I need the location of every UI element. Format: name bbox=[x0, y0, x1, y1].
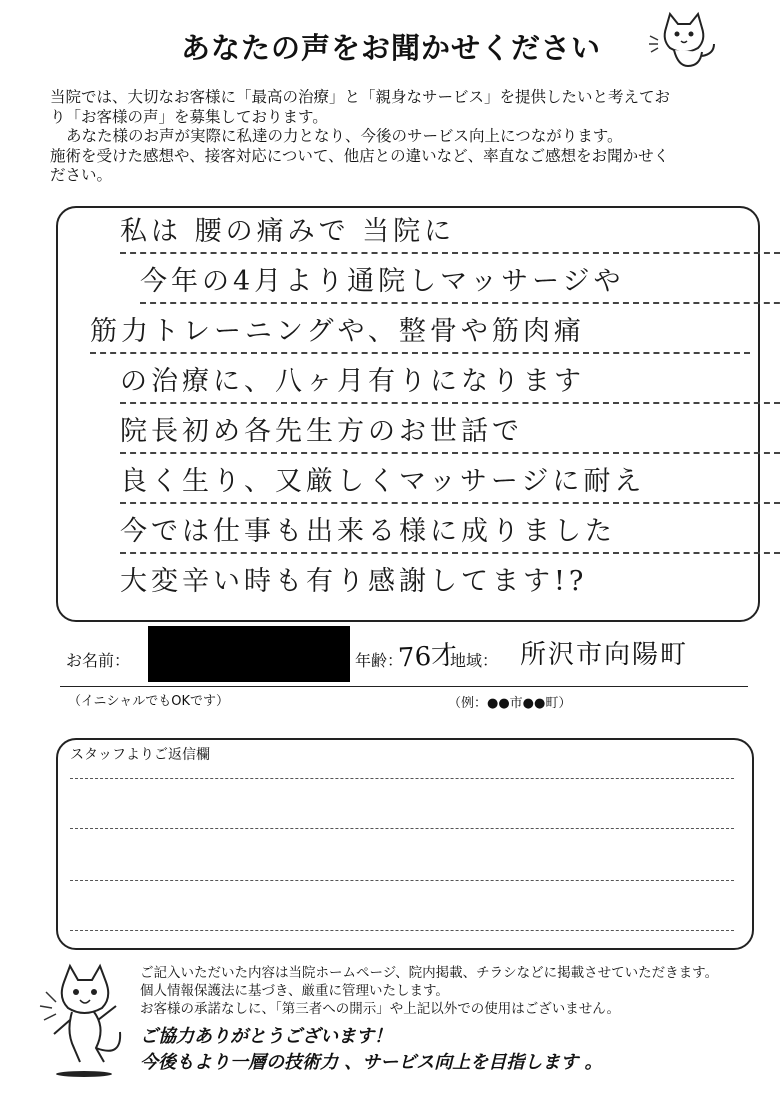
name-underline bbox=[60, 686, 748, 687]
comment-line: 筋力トレーニングや、整骨や筋肉痛 bbox=[90, 312, 750, 354]
intro-line: あなた様のお声が実際に私達の力となり、今後のサービス向上につながります。 bbox=[66, 127, 623, 145]
comment-line: 院長初め各先生方のお世話で bbox=[120, 412, 780, 454]
comment-line: 今では仕事も出来る様に成りました bbox=[120, 512, 780, 554]
reply-line bbox=[70, 828, 734, 829]
age-value: 76才 bbox=[397, 640, 458, 674]
intro-line: 当院では、大切なお客様に「最高の治療」と「親身なサービス」を提供したいと考えてお bbox=[50, 88, 671, 106]
name-redacted bbox=[148, 626, 350, 682]
cat-mascot-icon bbox=[648, 10, 720, 72]
privacy-note: お客様の承諾なしに、「第三者への開示」や上記以外での使用はございません。 bbox=[140, 1001, 621, 1017]
comment-line: 良く生り、又厳しくマッサージに耐え bbox=[120, 462, 780, 504]
intro-line: り「お客様の声」を募集しております。 bbox=[50, 107, 328, 126]
customer-info-row bbox=[60, 626, 750, 690]
comment-line: 大変辛い時も有り感謝してます!? bbox=[120, 566, 588, 597]
page-title: あなたの声をお聞かせください bbox=[180, 31, 601, 65]
name-label: お名前： bbox=[66, 651, 131, 670]
comment-line: 今年の4月より通院しマッサージや bbox=[140, 262, 782, 304]
area-value: 所沢市向陽町 bbox=[520, 640, 689, 670]
comment-line: の治療に、八ヶ月有りになります bbox=[120, 362, 780, 404]
staff-reply-box bbox=[56, 738, 754, 950]
goal-text: 今後もより一層の技術力 、サービス向上を目指します 。 bbox=[140, 1052, 603, 1073]
area-example-note: （例：●●市●●町） bbox=[448, 696, 572, 711]
initial-note: （イニシャルでもOKです） bbox=[68, 694, 229, 709]
intro-line: ださい。 bbox=[50, 166, 113, 184]
reply-line bbox=[70, 778, 734, 779]
thanks-text: ご協力ありがとうございます！ bbox=[140, 1026, 392, 1047]
closing-message bbox=[140, 1024, 780, 1076]
privacy-note: 個人情報保護法に基づき、厳重に管理いたします。 bbox=[140, 983, 449, 999]
intro-line: 施術を受けた感想や、接客対応について、他店との違いなど、率直なご感想をお聞かせく bbox=[50, 146, 670, 165]
staff-reply-title: スタッフよりご返信欄 bbox=[70, 747, 210, 763]
privacy-note: ご記入いただいた内容は当院ホームページ、院内掲載、チラシなどに掲載させていただきます。 bbox=[140, 965, 719, 981]
reply-line bbox=[70, 930, 734, 931]
age-label: 年齢： bbox=[355, 651, 404, 670]
privacy-notes bbox=[140, 964, 780, 1018]
intro-text bbox=[50, 88, 770, 186]
area-label: 地域： bbox=[450, 651, 499, 670]
cat-mascot-icon bbox=[34, 962, 138, 1082]
comment-line: 私は 腰の痛みで 当院に bbox=[120, 212, 780, 254]
reply-line bbox=[70, 880, 734, 881]
